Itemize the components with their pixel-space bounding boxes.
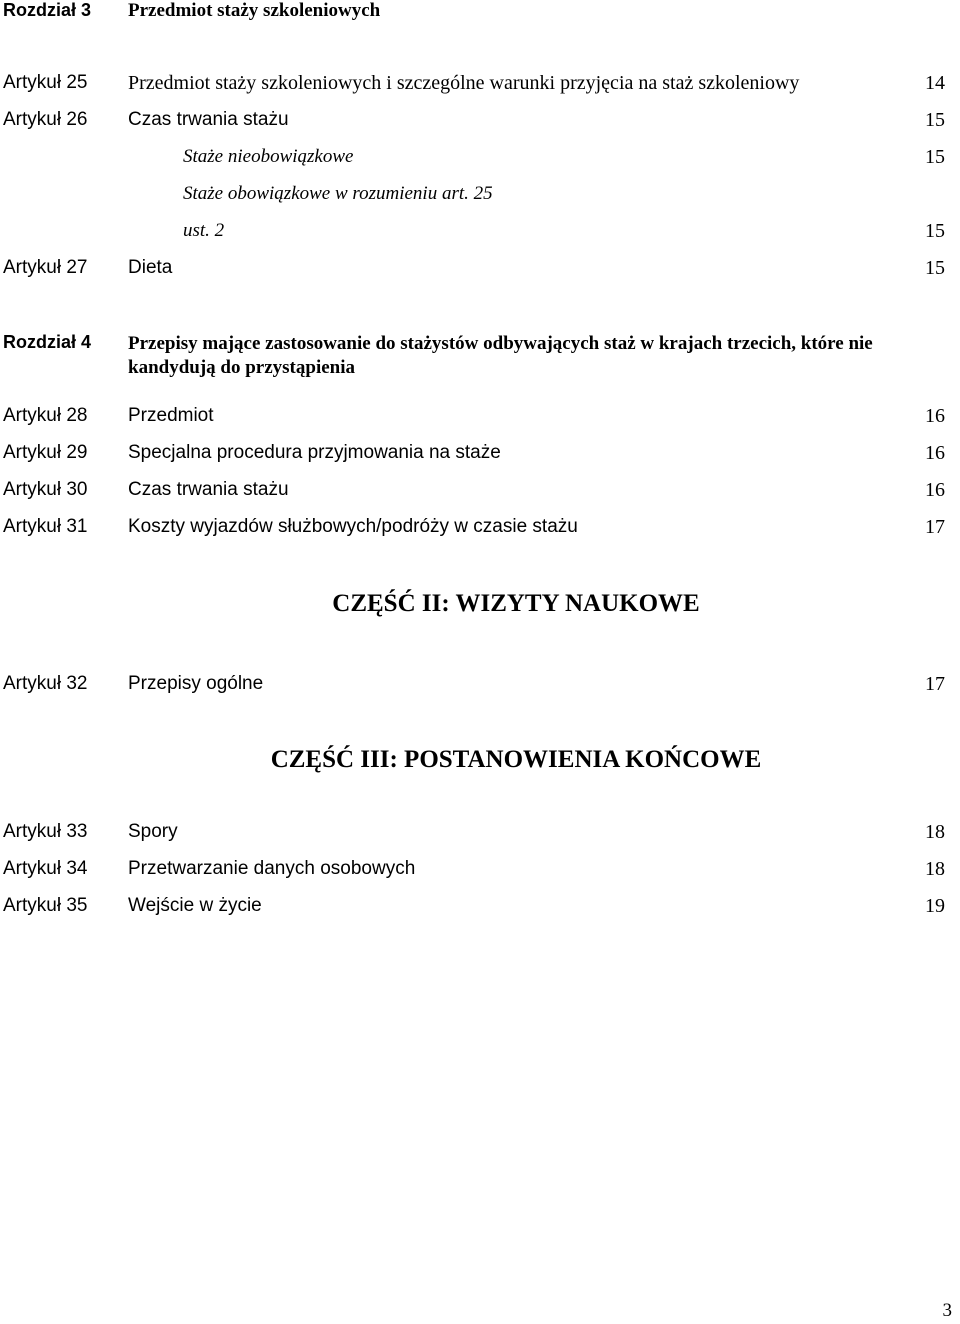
footer-page-number: 3 (942, 1300, 952, 1321)
page-number: 19 (925, 895, 945, 917)
article-title: Spory (128, 821, 178, 842)
toc-subentry[interactable] (0, 183, 960, 213)
toc-subentry-continuation[interactable] (0, 220, 960, 250)
article-label: Artykuł 30 (3, 479, 88, 500)
page-number: 15 (925, 257, 945, 279)
article-label: Artykuł 26 (3, 109, 88, 130)
page-number: 14 (925, 72, 945, 94)
page-number: 18 (925, 858, 945, 880)
article-label: Artykuł 31 (3, 516, 88, 537)
article-title: Czas trwania stażu (128, 109, 289, 130)
page-number: 17 (925, 516, 945, 538)
page-number: 16 (925, 479, 945, 501)
toc-entry[interactable] (0, 821, 960, 851)
part-heading: CZĘŚĆ II: WIZYTY NAUKOWE (332, 590, 700, 617)
page-number: 15 (925, 146, 945, 168)
chapter-label: Rozdział 4 (3, 332, 92, 352)
article-title: Przepisy ogólne (128, 673, 264, 694)
subentry-title: Staże obowiązkowe w rozumieniu art. 25 (183, 183, 493, 204)
article-label: Artykuł 29 (3, 442, 88, 463)
toc-entry[interactable] (0, 109, 960, 139)
toc-entry[interactable] (0, 442, 960, 472)
toc-entry[interactable] (0, 858, 960, 888)
chapter-heading (0, 0, 960, 30)
toc-entry[interactable] (0, 405, 960, 435)
page-number: 15 (925, 220, 945, 242)
toc-entry[interactable] (0, 516, 960, 546)
article-title: Wejście w życie (128, 895, 262, 916)
page-number: 15 (925, 109, 945, 131)
page-number: 17 (925, 673, 945, 695)
article-label: Artykuł 27 (3, 257, 88, 278)
article-label: Artykuł 32 (3, 673, 88, 694)
toc-entry[interactable] (0, 479, 960, 509)
article-title: Czas trwania stażu (128, 479, 289, 500)
article-label: Artykuł 34 (3, 858, 88, 879)
toc-entry[interactable] (0, 673, 960, 703)
part-heading: CZĘŚĆ III: POSTANOWIENIA KOŃCOWE (270, 746, 762, 773)
toc-entry[interactable] (0, 257, 960, 287)
article-label: Artykuł 35 (3, 895, 88, 916)
chapter-label: Rozdział 3 (3, 0, 92, 20)
toc-subentry[interactable] (0, 146, 960, 176)
article-title: Koszty wyjazdów służbowych/podróży w czasie stażu (128, 516, 578, 537)
toc-entry[interactable] (0, 895, 960, 925)
article-title: Specjalna procedura przyjmowania na staże (128, 442, 501, 463)
article-label: Artykuł 28 (3, 405, 88, 426)
chapter-title: Przedmiot staży szkoleniowych (128, 0, 381, 21)
chapter-title: Przepisy mające zastosowanie do stażystów odbywających staż w krajach trzecich, które nie kandydują do przystąpienia (128, 333, 873, 378)
page-number: 16 (925, 405, 945, 427)
page-number: 16 (925, 442, 945, 464)
article-title: Przedmiot (128, 405, 214, 426)
toc-entry[interactable] (0, 72, 960, 102)
page-number: 18 (925, 821, 945, 843)
article-title: Przedmiot staży szkoleniowych i szczególne warunki przyjęcia na staż szkoleniowy (128, 72, 800, 94)
subentry-title-continuation: ust. 2 (183, 220, 225, 241)
article-title: Przetwarzanie danych osobowych (128, 858, 416, 879)
subentry-title: Staże nieobowiązkowe (183, 146, 354, 167)
article-title: Dieta (128, 257, 173, 278)
article-label: Artykuł 25 (3, 72, 88, 93)
article-label: Artykuł 33 (3, 821, 88, 842)
chapter-heading (0, 332, 960, 382)
